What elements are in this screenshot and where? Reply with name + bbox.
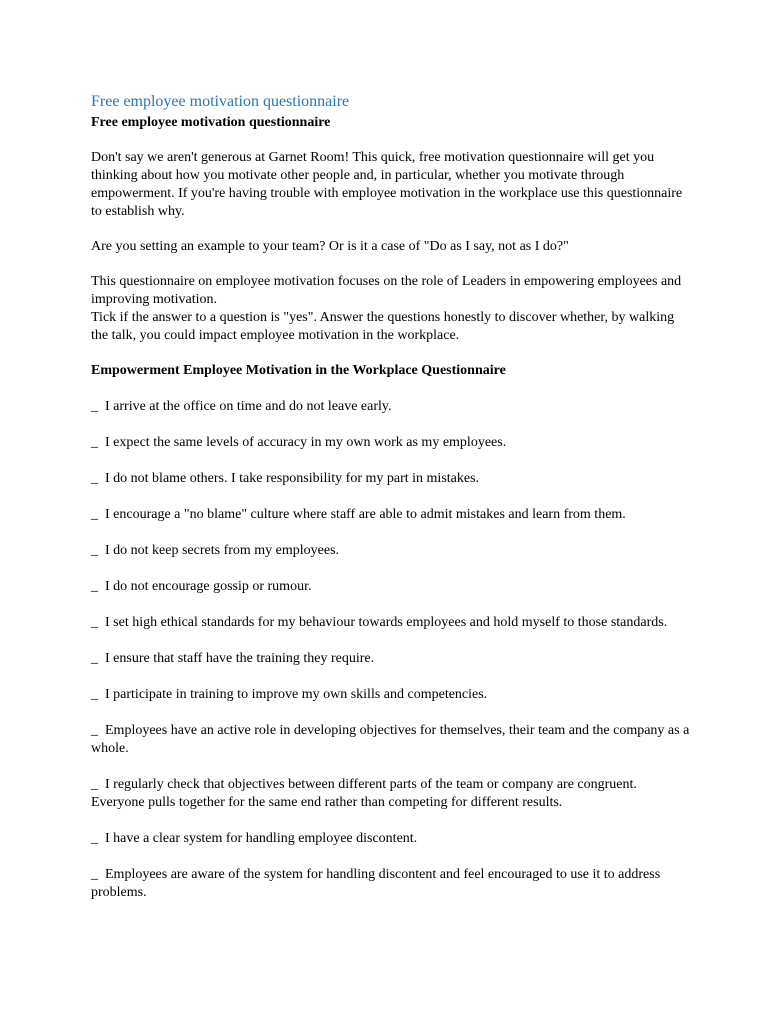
document-page bbox=[91, 92, 691, 902]
list-item bbox=[91, 650, 691, 668]
question-text: I expect the same levels of accuracy in my own work as my employees. bbox=[105, 435, 507, 450]
checkbox-blank[interactable]: _ bbox=[91, 543, 105, 558]
intro-paragraph-4: Tick if the answer to a question is "yes". Answer the questions honestly to discover whether, by walking the talk, you could impact employee motivation in the workplace. bbox=[91, 310, 675, 343]
question-text: Employees have an active role in developing objectives for themselves, their team and the company as a whole. bbox=[91, 723, 690, 756]
questionnaire-heading: Empowerment Employee Motivation in the Workplace Questionnaire bbox=[91, 363, 506, 378]
list-item bbox=[91, 506, 691, 524]
question-text: Employees are aware of the system for handling discontent and feel encouraged to use it to address problems. bbox=[91, 867, 661, 900]
list-item bbox=[91, 434, 691, 452]
document-subtitle: Free employee motivation questionnaire bbox=[91, 115, 331, 130]
intro-paragraph-1: Don't say we aren't generous at Garnet Room! This quick, free motivation questionnaire will get you thinking about how you motivate other people and, in particular, whether you motivate through empowerment. If you're having trouble with employee motivation in the workplace use this questionnaire to establish why. bbox=[91, 150, 683, 219]
checkbox-blank[interactable]: _ bbox=[91, 777, 105, 792]
list-item bbox=[91, 614, 691, 632]
checkbox-blank[interactable]: _ bbox=[91, 651, 105, 666]
checkbox-blank[interactable]: _ bbox=[91, 579, 105, 594]
list-item bbox=[91, 722, 691, 758]
list-item bbox=[91, 776, 691, 812]
question-text: I do not encourage gossip or rumour. bbox=[105, 579, 312, 594]
checkbox-blank[interactable]: _ bbox=[91, 615, 105, 630]
checkbox-blank[interactable]: _ bbox=[91, 507, 105, 522]
intro-paragraph-3: This questionnaire on employee motivation focuses on the role of Leaders in empowering employees and improving motivation. bbox=[91, 274, 682, 307]
list-item bbox=[91, 830, 691, 848]
question-text: I do not keep secrets from my employees. bbox=[105, 543, 340, 558]
question-text: I participate in training to improve my own skills and competencies. bbox=[105, 687, 488, 702]
list-item bbox=[91, 470, 691, 488]
checkbox-blank[interactable]: _ bbox=[91, 399, 105, 414]
list-item bbox=[91, 398, 691, 416]
question-text: I ensure that staff have the training they require. bbox=[105, 651, 375, 666]
list-item bbox=[91, 866, 691, 902]
question-text: I have a clear system for handling employee discontent. bbox=[105, 831, 418, 846]
checkbox-blank[interactable]: _ bbox=[91, 471, 105, 486]
checkbox-blank[interactable]: _ bbox=[91, 687, 105, 702]
document-title: Free employee motivation questionnaire bbox=[91, 93, 350, 110]
question-text: I set high ethical standards for my behaviour towards employees and hold myself to those standards. bbox=[105, 615, 668, 630]
question-text: I do not blame others. I take responsibility for my part in mistakes. bbox=[105, 471, 480, 486]
list-item bbox=[91, 542, 691, 560]
checkbox-blank[interactable]: _ bbox=[91, 435, 105, 450]
intro-paragraph-2: Are you setting an example to your team? Or is it a case of "Do as I say, not as I do?" bbox=[91, 239, 569, 254]
list-item bbox=[91, 578, 691, 596]
checkbox-blank[interactable]: _ bbox=[91, 867, 105, 882]
list-item bbox=[91, 686, 691, 704]
question-text: I arrive at the office on time and do not leave early. bbox=[105, 399, 392, 414]
question-text: I encourage a "no blame" culture where staff are able to admit mistakes and learn from them. bbox=[105, 507, 626, 522]
checkbox-blank[interactable]: _ bbox=[91, 831, 105, 846]
checkbox-blank[interactable]: _ bbox=[91, 723, 105, 738]
question-text: I regularly check that objectives between different parts of the team or company are congruent. Everyone pulls together for the same end rather than competing for different results. bbox=[91, 777, 637, 810]
questionnaire-list bbox=[91, 398, 691, 902]
